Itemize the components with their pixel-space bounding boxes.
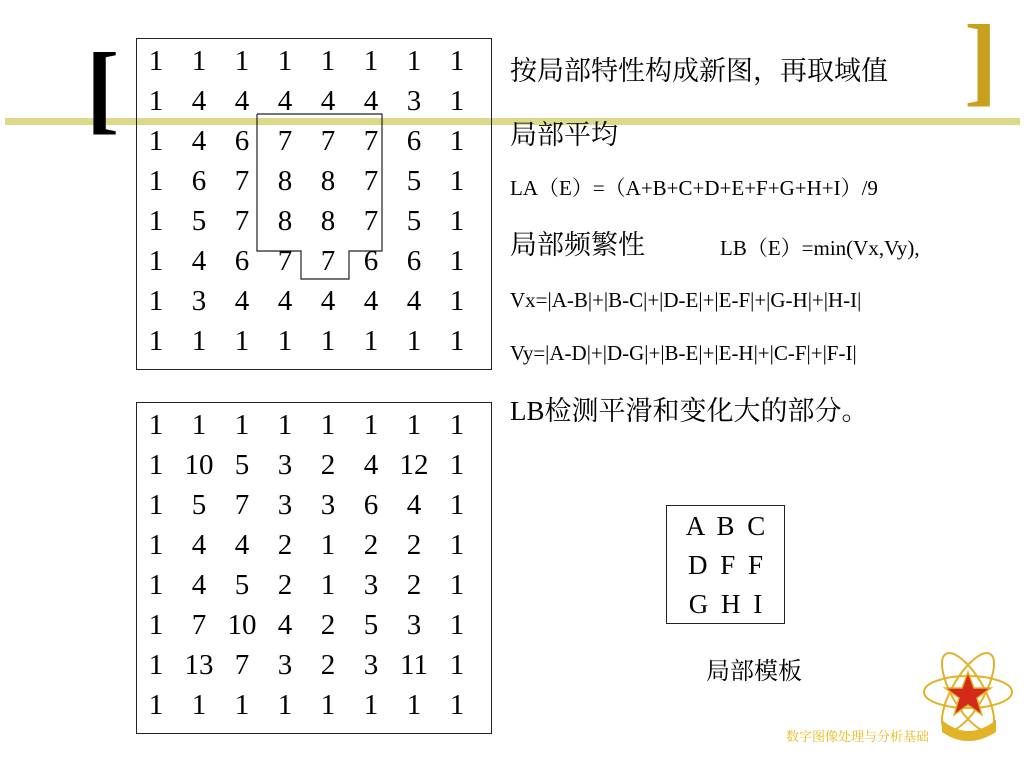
grid-cell: 12: [399, 449, 429, 481]
grid-cell: 5: [406, 165, 422, 197]
right-bracket: ]: [964, 4, 998, 115]
grid-cell: 7: [234, 205, 250, 237]
formula-lb: LB（E）=min(Vx,Vy),: [720, 236, 920, 260]
heading-local-average: 局部平均: [510, 120, 618, 150]
grid-cell: 1: [191, 325, 207, 357]
grid-cell: 1: [191, 409, 207, 441]
grid-cell: 1: [449, 205, 465, 237]
grid-cell: 2: [277, 529, 293, 561]
template-row-2: D F F: [687, 550, 764, 580]
grid-cell: 1: [277, 45, 293, 77]
grid-cell: 4: [320, 85, 336, 117]
grid-cell: 6: [406, 125, 422, 157]
grid-cell: 2: [363, 529, 379, 561]
grid-cell: 1: [234, 689, 250, 721]
grid-cell: 1: [406, 689, 422, 721]
grid-cell: 1: [320, 569, 336, 601]
grid-cell: 6: [363, 489, 379, 521]
grid-cell: 5: [234, 449, 250, 481]
left-bracket: [: [86, 32, 120, 143]
grid-cell: 1: [449, 409, 465, 441]
grid-cell: 5: [363, 609, 379, 641]
grid-cell: 8: [320, 165, 336, 197]
grid-cell: 8: [277, 165, 293, 197]
grid-cell: 7: [234, 489, 250, 521]
region-outline: [137, 39, 493, 371]
grid-cell: 1: [148, 689, 164, 721]
formula-vx: Vx=|A-B|+|B-C|+|D-E|+|E-F|+|G-H|+|H-I|: [510, 288, 862, 312]
grid-cell: 11: [400, 649, 428, 681]
grid-cell: 1: [234, 325, 250, 357]
grid-cell: 4: [191, 245, 207, 277]
grid-cell: 1: [449, 529, 465, 561]
grid-cell: 1: [406, 45, 422, 77]
grid-cell: 6: [191, 165, 207, 197]
grid-cell: 8: [277, 205, 293, 237]
grid-cell: 1: [449, 85, 465, 117]
grid-cell: 1: [363, 45, 379, 77]
grid-cell: 4: [191, 85, 207, 117]
grid-cell: 7: [363, 165, 379, 197]
grid-cell: 1: [449, 165, 465, 197]
grid-cell: 1: [449, 489, 465, 521]
grid-cell: 4: [234, 529, 250, 561]
grid-cell: 1: [148, 125, 164, 157]
grid-cell: 3: [406, 85, 422, 117]
grid-cell: 1: [148, 205, 164, 237]
grid-cell: 1: [406, 409, 422, 441]
grid-cell: 1: [449, 285, 465, 317]
grid-cell: 5: [234, 569, 250, 601]
formula-la: LA（E）=（A+B+C+D+E+F+G+H+I）/9: [510, 176, 878, 200]
grid-cell: 3: [277, 489, 293, 521]
grid-cell: 3: [277, 649, 293, 681]
footer-course-title: 数字图像处理与分析基础: [786, 730, 930, 745]
grid-cell: 2: [277, 569, 293, 601]
grid-cell: 1: [449, 609, 465, 641]
grid-cell: 4: [363, 285, 379, 317]
grid-cell: 7: [234, 165, 250, 197]
grid-cell: 7: [234, 649, 250, 681]
grid-cell: 10: [227, 609, 257, 641]
grid-cell: 7: [191, 609, 207, 641]
template-row-3: G H I: [688, 589, 763, 619]
grid-cell: 1: [363, 325, 379, 357]
grid-cell: 1: [148, 489, 164, 521]
grid-cell: 7: [363, 205, 379, 237]
grid-cell: 1: [449, 45, 465, 77]
grid-cell: 3: [406, 609, 422, 641]
grid-cell: 1: [148, 529, 164, 561]
grid-cell: 1: [148, 649, 164, 681]
army-emblem-icon: [920, 632, 1020, 747]
grid-cell: 1: [363, 409, 379, 441]
grid-cell: 1: [363, 689, 379, 721]
grid-cell: 1: [234, 409, 250, 441]
template-caption: 局部模板: [706, 659, 802, 685]
grid-cell: 1: [320, 529, 336, 561]
grid-cell: 5: [406, 205, 422, 237]
grid-cell: 3: [363, 569, 379, 601]
grid-local-frequency: [136, 402, 492, 734]
grid-cell: 6: [234, 245, 250, 277]
grid-cell: 10: [184, 449, 214, 481]
grid-cell: 1: [449, 325, 465, 357]
grid-cell: 1: [148, 45, 164, 77]
grid-local-average: [136, 38, 492, 370]
grid-cell: 4: [277, 285, 293, 317]
grid-cell: 6: [234, 125, 250, 157]
grid-cell: 1: [234, 45, 250, 77]
grid-cell: 5: [191, 489, 207, 521]
grid-cell: 1: [320, 409, 336, 441]
grid-cell: 4: [234, 285, 250, 317]
grid-cell: 1: [406, 325, 422, 357]
grid-cell: 1: [449, 125, 465, 157]
grid-cell: 3: [363, 649, 379, 681]
grid-cell: 1: [449, 245, 465, 277]
local-template: [666, 505, 785, 624]
grid-cell: 4: [277, 85, 293, 117]
grid-cell: 1: [148, 449, 164, 481]
grid-cell: 1: [148, 85, 164, 117]
grid-cell: 1: [449, 569, 465, 601]
grid-cell: 1: [148, 609, 164, 641]
grid-cell: 2: [406, 529, 422, 561]
grid-cell: 5: [191, 205, 207, 237]
grid-cell: 3: [320, 489, 336, 521]
grid-cell: 2: [406, 569, 422, 601]
grid-cell: 1: [277, 409, 293, 441]
grid-cell: 1: [449, 689, 465, 721]
grid-cell: 1: [148, 245, 164, 277]
grid-cell: 4: [363, 449, 379, 481]
grid-cell: 1: [148, 325, 164, 357]
grid-cell: 4: [234, 85, 250, 117]
heading-new-image: 按局部特性构成新图，再取域值: [510, 56, 888, 86]
grid-cell: 4: [363, 85, 379, 117]
grid-cell: 6: [406, 245, 422, 277]
grid-cell: 13: [184, 649, 214, 681]
grid-cell: 1: [449, 649, 465, 681]
grid-cell: 1: [191, 689, 207, 721]
grid-cell: 4: [191, 125, 207, 157]
grid-cell: 3: [191, 285, 207, 317]
grid-cell: 1: [277, 689, 293, 721]
grid-cell: 1: [148, 409, 164, 441]
grid-cell: 1: [148, 165, 164, 197]
grid-cell: 1: [191, 45, 207, 77]
grid-cell: 7: [320, 245, 336, 277]
grid-cell: 2: [320, 649, 336, 681]
grid-cell: 1: [320, 45, 336, 77]
grid-cell: 8: [320, 205, 336, 237]
grid-cell: 3: [277, 449, 293, 481]
grid-cell: 2: [320, 609, 336, 641]
template-row-1: A B C: [685, 511, 766, 541]
lb-description: LB检测平滑和变化大的部分。: [510, 396, 869, 426]
grid-cell: 4: [277, 609, 293, 641]
grid-cell: 1: [277, 325, 293, 357]
grid-cell: 6: [363, 245, 379, 277]
grid-cell: 4: [191, 569, 207, 601]
grid-cell: 4: [320, 285, 336, 317]
grid-cell: 1: [148, 569, 164, 601]
grid-cell: 1: [320, 689, 336, 721]
grid-cell: 2: [320, 449, 336, 481]
formula-vy: Vy=|A-D|+|D-G|+|B-E|+|E-H|+|C-F|+|F-I|: [510, 341, 857, 365]
grid-cell: 1: [320, 325, 336, 357]
grid-cell: 4: [191, 529, 207, 561]
grid-cell: 7: [363, 125, 379, 157]
grid-cell: 1: [449, 449, 465, 481]
grid-cell: 1: [148, 285, 164, 317]
grid-cell: 7: [320, 125, 336, 157]
grid-cell: 4: [406, 489, 422, 521]
grid-cell: 4: [406, 285, 422, 317]
grid-cell: 7: [277, 245, 293, 277]
grid-cell: 7: [277, 125, 293, 157]
heading-local-frequency: 局部频繁性: [510, 230, 645, 260]
